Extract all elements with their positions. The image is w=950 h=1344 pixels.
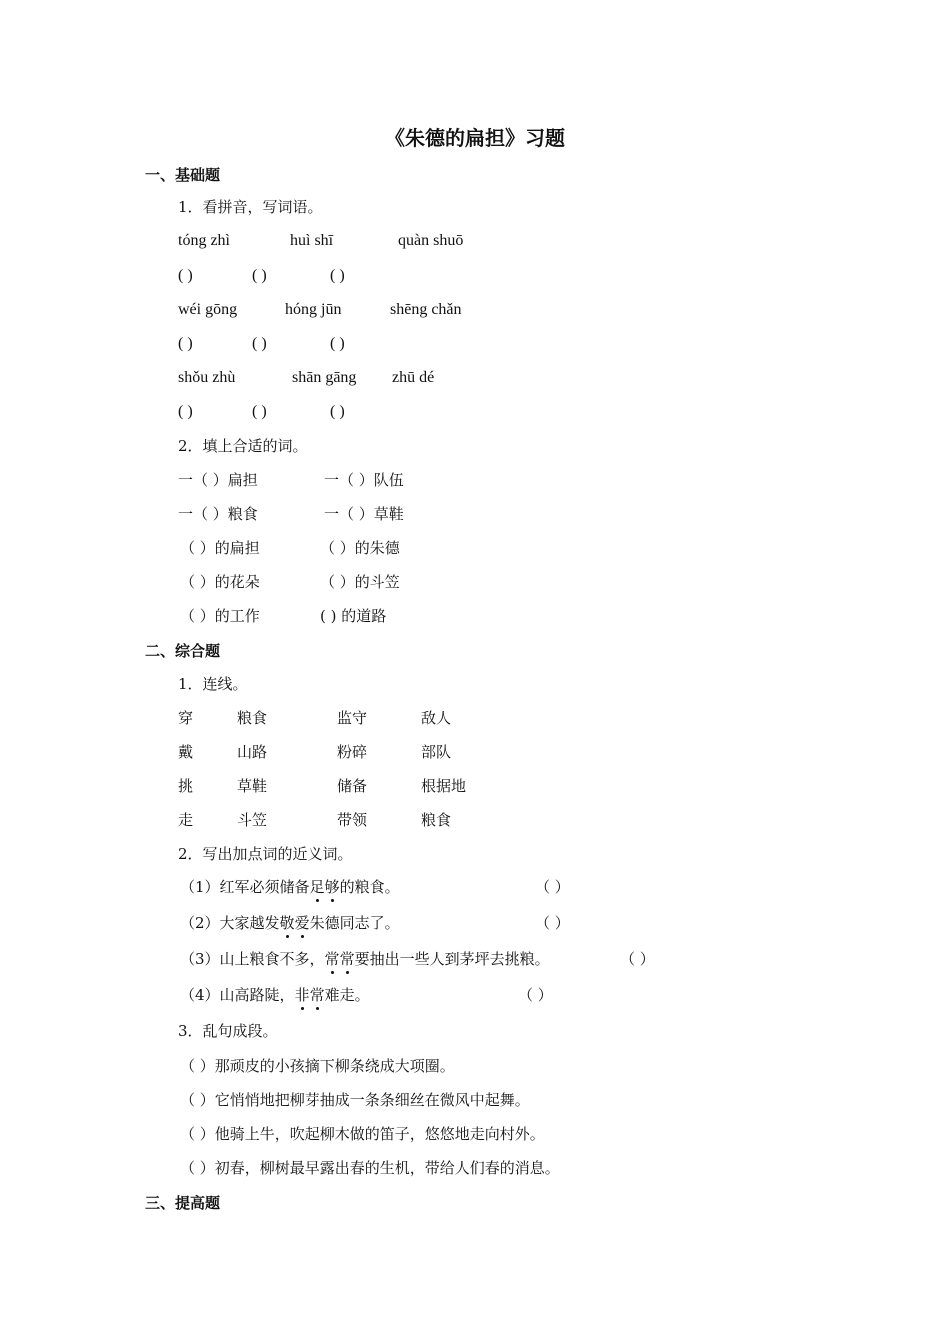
match-word[interactable]: 监守 <box>337 709 368 727</box>
fill-item[interactable]: 一（ ）队伍 <box>324 471 404 489</box>
ordering-item[interactable]: （ ）他骑上牛，吹起柳木做的笛子，悠悠地走向村外。 <box>180 1125 545 1143</box>
match-word[interactable]: 部队 <box>421 743 452 761</box>
page-title: 《朱德的扁担》习题 <box>385 126 565 150</box>
dotted-char: 爱 <box>294 914 310 932</box>
answer-blank[interactable]: ( ) <box>178 403 193 420</box>
match-word[interactable]: 储备 <box>337 777 368 795</box>
match-word[interactable]: 山路 <box>237 743 268 761</box>
pinyin-item: shēng chǎn <box>390 301 462 318</box>
match-word[interactable]: 根据地 <box>421 777 467 795</box>
match-word[interactable]: 穿 <box>178 709 194 727</box>
match-word[interactable]: 走 <box>178 811 194 829</box>
sentence-text: 要抽出一些人到茅坪去挑粮。 <box>354 950 550 968</box>
sentence-text: 的粮食。 <box>339 878 400 896</box>
question-prompt: 1．连线。 <box>178 675 248 693</box>
dotted-char: 够 <box>324 878 340 896</box>
match-word[interactable]: 草鞋 <box>237 777 268 795</box>
match-word[interactable]: 粮食 <box>421 811 452 829</box>
answer-blank[interactable]: ( ) <box>178 335 193 352</box>
answer-blank[interactable]: ( ) <box>330 403 345 420</box>
match-word[interactable]: 带领 <box>337 811 368 829</box>
synonym-item <box>180 985 370 1005</box>
sentence-text: （2）大家越发 <box>180 914 280 932</box>
match-word[interactable]: 粮食 <box>237 709 268 727</box>
fill-item[interactable]: （ ）的斗笠 <box>320 573 400 591</box>
sentence-text: （3）山上粮食不多， <box>180 950 325 968</box>
answer-blank[interactable]: （ ） <box>518 986 553 1004</box>
dotted-char: 常 <box>339 950 355 968</box>
pinyin-item: shān gāng <box>292 369 357 386</box>
ordering-item[interactable]: （ ）初春，柳树最早露出春的生机，带给人们春的消息。 <box>180 1159 560 1177</box>
sentence-text: 朱德同志了。 <box>309 914 400 932</box>
answer-blank[interactable]: ( ) <box>178 267 193 284</box>
fill-item[interactable]: 一（ ）粮食 <box>178 505 258 523</box>
fill-item[interactable]: 一（ ）扁担 <box>178 471 258 489</box>
pinyin-item: zhū dé <box>392 369 435 386</box>
fill-item[interactable]: 一（ ）草鞋 <box>324 505 404 523</box>
sentence-text: 难走。 <box>324 986 370 1004</box>
match-word[interactable]: 戴 <box>178 743 194 761</box>
dotted-char: 常 <box>309 986 325 1004</box>
question-prompt: 2．填上合适的词。 <box>178 437 308 455</box>
answer-blank[interactable]: （ ） <box>535 878 570 896</box>
synonym-item <box>180 877 400 897</box>
section-heading-comprehensive: 二、综合题 <box>145 642 221 660</box>
answer-blank[interactable]: ( ) <box>252 403 267 420</box>
section-heading-advanced: 三、提高题 <box>145 1194 221 1212</box>
question-prompt: 1．看拼音，写词语。 <box>178 198 323 216</box>
dotted-char: 足 <box>309 878 325 896</box>
pinyin-item: huì shī <box>290 232 334 249</box>
pinyin-item: hóng jūn <box>285 301 342 318</box>
ordering-item[interactable]: （ ）那顽皮的小孩摘下柳条绕成大项圈。 <box>180 1057 455 1075</box>
synonym-item <box>180 949 550 969</box>
answer-blank[interactable]: ( ) <box>330 335 345 352</box>
sentence-text: （1）红军必须储备 <box>180 878 310 896</box>
synonym-item <box>180 913 400 933</box>
sentence-text: （4）山高路陡， <box>180 986 295 1004</box>
dotted-char: 非 <box>294 986 310 1004</box>
dotted-char: 敬 <box>279 914 295 932</box>
ordering-item[interactable]: （ ）它悄悄地把柳芽抽成一条条细丝在微风中起舞。 <box>180 1091 530 1109</box>
pinyin-item: shǒu zhù <box>178 369 236 386</box>
pinyin-item: wéi gōng <box>178 301 238 318</box>
question-prompt: 3．乱句成段。 <box>178 1022 278 1040</box>
answer-blank[interactable]: ( ) <box>252 335 267 352</box>
question-prompt: 2．写出加点词的近义词。 <box>178 845 353 863</box>
match-word[interactable]: 斗笠 <box>237 811 268 829</box>
answer-blank[interactable]: （ ） <box>620 950 655 968</box>
fill-item[interactable]: （ ）的工作 <box>180 607 260 625</box>
fill-item[interactable]: ( ) 的道路 <box>320 607 387 625</box>
dotted-char: 常 <box>324 950 340 968</box>
fill-item[interactable]: （ ）的花朵 <box>180 573 260 591</box>
match-word[interactable]: 挑 <box>178 777 194 795</box>
answer-blank[interactable]: ( ) <box>330 267 345 284</box>
match-word[interactable]: 粉碎 <box>337 743 368 761</box>
pinyin-item: tóng zhì <box>178 232 230 249</box>
answer-blank[interactable]: （ ） <box>535 914 570 932</box>
match-word[interactable]: 敌人 <box>421 709 452 727</box>
fill-item[interactable]: （ ）的朱德 <box>320 539 400 557</box>
pinyin-item: quàn shuō <box>398 232 464 249</box>
fill-item[interactable]: （ ）的扁担 <box>180 539 260 557</box>
section-heading-basic: 一、基础题 <box>145 166 221 184</box>
answer-blank[interactable]: ( ) <box>252 267 267 284</box>
